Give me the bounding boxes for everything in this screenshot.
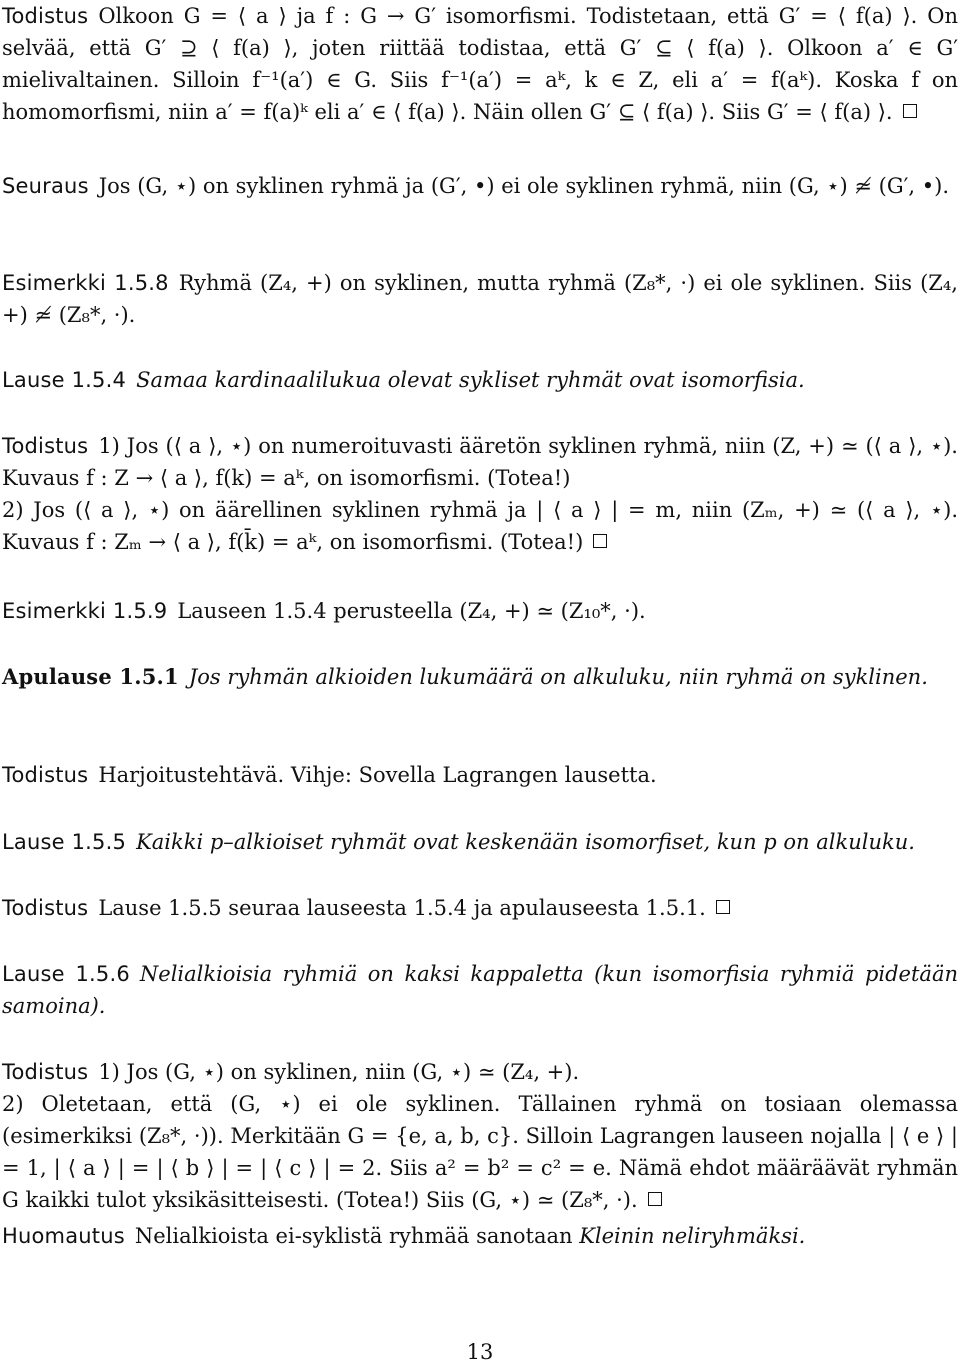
proof-label: Todistus: [2, 434, 89, 458]
lemma-1-5-1: [2, 661, 958, 693]
proof-label: Todistus: [2, 4, 89, 28]
example-1-5-9: [2, 595, 958, 627]
example-label: Esimerkki 1.5.8: [2, 271, 169, 295]
proof-part-1: 1) Jos (⟨ a ⟩, ⋆) on numeroituvasti ääretön syklinen ryhmä, niin (Z, +) ≃ (⟨ a ⟩, ⋆). Kuvaus f : Z → ⟨ a ⟩, f(k) = aᵏ, on isomorfismi. (Totea!): [2, 434, 958, 490]
theorem-label: Lause 1.5.5: [2, 830, 127, 854]
theorem-label: Lause 1.5.6: [2, 962, 130, 986]
theorem-text: Nelialkioisia ryhmiä on kaksi kappaletta (kun isomorfisia ryhmiä pidetään samoina).: [2, 962, 958, 1018]
proof-label: Todistus: [2, 1060, 89, 1084]
lemma-label: Apulause 1.5.1: [2, 664, 179, 689]
corollary-text: Jos (G, ⋆) on syklinen ryhmä ja (G′, •) ei ole syklinen ryhmä, niin (G, ⋆) ≄ (G′, •).: [98, 174, 949, 198]
qed-square-icon: [648, 1192, 662, 1206]
corollary: [2, 170, 958, 202]
theorem-1-5-5: [2, 826, 958, 858]
lemma-text: Jos ryhmän alkioiden lukumäärä on alkuluku, niin ryhmä on syklinen.: [188, 665, 928, 689]
remark-text: Nelialkioista ei-syklistä ryhmää sanotaan: [134, 1224, 580, 1248]
example-1-5-8: [2, 267, 958, 331]
qed-square-icon: [903, 104, 917, 118]
proof-theorem-1-5-4: [2, 430, 958, 558]
proof-theorem-1-5-5: [2, 892, 958, 924]
proof-isomorphism-generator: [2, 0, 958, 128]
qed-square-icon: [716, 900, 730, 914]
proof-label: Todistus: [2, 763, 89, 787]
proof-label: Todistus: [2, 896, 89, 920]
proof-text: Olkoon G = ⟨ a ⟩ ja f : G → G′ isomorfismi. Todistetaan, että G′ = ⟨ f(a) ⟩. On selvää, että G′ ⊇ ⟨ f(a) ⟩, joten riittää todistaa, että G′ ⊆ ⟨ f(a) ⟩. Olkoon a′ ∈ G′ mielivaltainen. Silloin f⁻¹(a′) ∈ G. Siis f⁻¹(a′) = aᵏ, k ∈ Z, eli a′ = f(aᵏ). Koska f on homomorfismi, niin a′ = f(a)ᵏ eli a′ ∈ ⟨ f(a) ⟩. Näin ollen G′ ⊆ ⟨ f(a) ⟩. Siis G′ = ⟨ f(a) ⟩.: [2, 4, 958, 124]
qed-square-icon: [593, 534, 607, 548]
remark: [2, 1220, 958, 1252]
corollary-label: Seuraus: [2, 174, 89, 198]
example-label: Esimerkki 1.5.9: [2, 599, 168, 623]
remark-term: Kleinin neliryhmäksi.: [579, 1224, 806, 1248]
proof-part-2: 2) Jos (⟨ a ⟩, ⋆) on äärellinen syklinen ryhmä ja | ⟨ a ⟩ | = m, niin (Zₘ, +) ≃ (⟨ a ⟩, ⋆). Kuvaus f : Zₘ → ⟨ a ⟩, f(k̄) = aᵏ, on isomorfismi. (Totea!): [2, 498, 958, 554]
theorem-text: Kaikki p–alkioiset ryhmät ovat keskenään isomorfiset, kun p on alkuluku.: [136, 830, 915, 854]
remark-label: Huomautus: [2, 1224, 125, 1248]
page-number: 13: [466, 1340, 494, 1364]
proof-part-1: 1) Jos (G, ⋆) on syklinen, niin (G, ⋆) ≃ (Z₄, +).: [98, 1060, 580, 1084]
theorem-1-5-4: [2, 364, 958, 396]
proof-theorem-1-5-6: [2, 1056, 958, 1216]
proof-text: Harjoitustehtävä. Vihje: Sovella Lagrangen lausetta.: [98, 763, 657, 787]
proof-lemma-1-5-1: [2, 759, 958, 791]
theorem-label: Lause 1.5.4: [2, 368, 127, 392]
example-text: Lauseen 1.5.4 perusteella (Z₄, +) ≃ (Z₁₀*, ·).: [177, 599, 646, 623]
theorem-text: Samaa kardinaalilukua olevat sykliset ryhmät ovat isomorfisia.: [136, 368, 805, 392]
example-text: Ryhmä (Z₄, +) on syklinen, mutta ryhmä (Z₈*, ·) ei ole syklinen. Siis (Z₄, +) ≄ (Z₈*, ·).: [2, 271, 958, 327]
theorem-1-5-6: [2, 958, 958, 1022]
proof-text: Lause 1.5.5 seuraa lauseesta 1.5.4 ja apulauseesta 1.5.1.: [98, 896, 706, 920]
proof-part-2: 2) Oletetaan, että (G, ⋆) ei ole syklinen. Tällainen ryhmä on tosiaan olemassa (esimerkiksi (Z₈*, ·)). Merkitään G = {e, a, b, c}. Silloin Lagrangen lauseen nojalla | ⟨ e ⟩ | = 1, | ⟨ a ⟩ | = | ⟨ b ⟩ | = | ⟨ c ⟩ | = 2. Siis a² = b² = c² = e. Nämä ehdot määräävät ryhmän G kaikki tulot yksikäsitteisesti. (Totea!) Siis (G, ⋆) ≃ (Z₈*, ·).: [2, 1092, 958, 1212]
